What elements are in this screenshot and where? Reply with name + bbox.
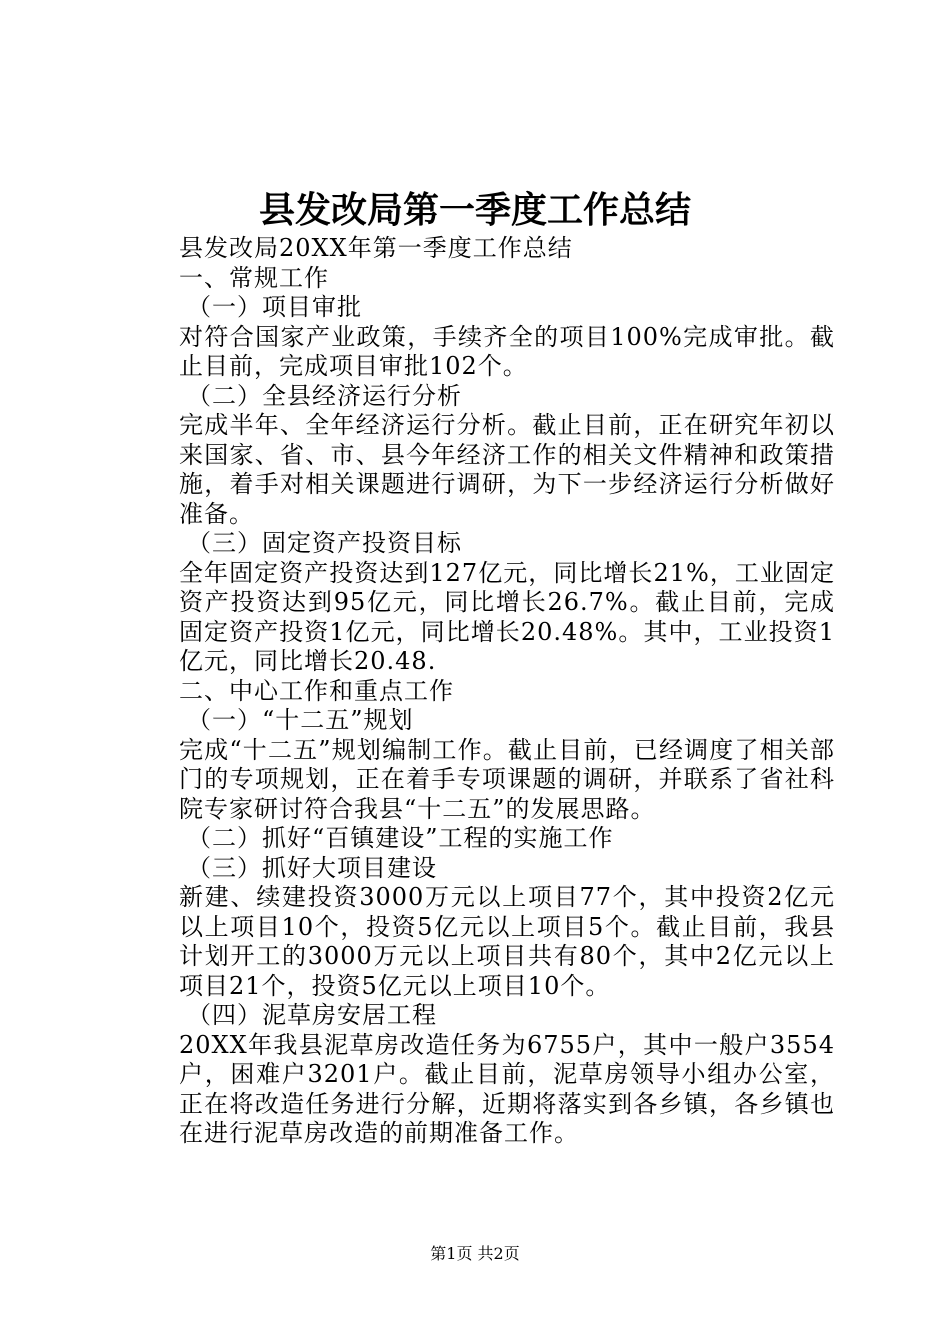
paragraph: 20XX年我县泥草房改造任务为6755户，其中一般户3554户，困难户3201户。截止目前，泥草房领导小组办公室，正在将改造任务进行分解，近期将落实到各乡镇，各乡镇也在进行泥草房改造的前期准备工作。	[179, 1030, 835, 1147]
page-footer: 第1页 共2页	[430, 1244, 520, 1263]
paragraph: 一、常规工作	[179, 263, 329, 292]
paragraph: （一）项目审批	[187, 293, 362, 321]
document-title: 县发改局第一季度工作总结	[258, 189, 691, 231]
paragraph: 新建、续建投资3000万元以上项目77个，其中投资2亿元以上项目10个，投资5亿元以上项目5个。截止目前，我县计划开工的3000万元以上项目共有80个，其中2亿元以上项目21个，投资5亿元以上项目10个。	[179, 883, 835, 1000]
paragraph: （三）固定资产投资目标	[187, 529, 462, 557]
paragraph: 县发改局20XX年第一季度工作总结	[179, 234, 573, 262]
paragraph: 全年固定资产投资达到127亿元，同比增长21%，工业固定资产投资达到95亿元，同比增长26.7%。截止目前，完成固定资产投资1亿元，同比增长20.48%。其中，工业投资1亿元，同比增长20.48.	[179, 558, 835, 675]
paragraph: （四）泥草房安居工程	[187, 1001, 437, 1029]
document-body	[131, 234, 835, 1149]
paragraph: 完成“十二五”规划编制工作。截止目前，已经调度了相关部门的专项规划，正在着手专项课题的调研，并联系了省社科院专家研讨符合我县“十二五”的发展思路。	[179, 735, 835, 823]
paragraph: （二）抓好“百镇建设”工程的实施工作	[187, 824, 614, 852]
paragraph: 对符合国家产业政策，手续齐全的项目100%完成审批。截止目前，完成项目审批102个。	[179, 322, 835, 380]
paragraph: （三）抓好大项目建设	[187, 853, 437, 882]
paragraph: 二、中心工作和重点工作	[179, 676, 454, 705]
paragraph: （一）“十二五”规划	[187, 706, 414, 734]
paragraph: 完成半年、全年经济运行分析。截止目前，正在研究年初以来国家、省、市、县今年经济工作的相关文件精神和政策措施，着手对相关课题进行调研，为下一步经济运行分析做好准备。	[179, 411, 835, 528]
paragraph: （二）全县经济运行分析	[187, 381, 462, 410]
